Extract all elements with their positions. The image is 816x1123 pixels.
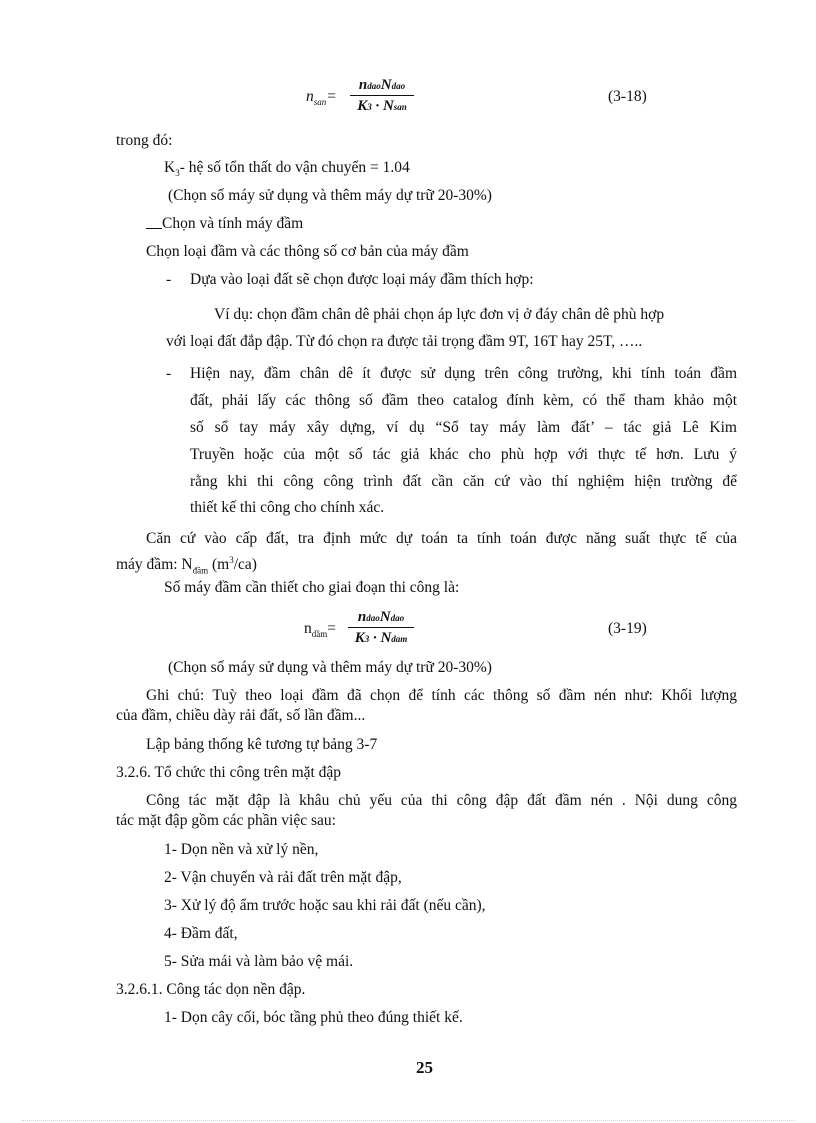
text-cong-tac-2: tác mặt đập gồm các phần việc sau: — [116, 812, 336, 829]
formula-fraction: ndaoNdao K3 · Ndam — [348, 608, 414, 647]
text-can-cu-1: Căn cứ vào cấp đất, tra định mức dự toán ta tính toán được năng suất thực tế của — [146, 530, 737, 547]
bullet-dash-1: - — [166, 271, 172, 288]
section-heading-3-2-6-1: 3.2.6.1. Công tác dọn nền đập. — [116, 981, 306, 998]
formula-lhs: $n_{san}=$ — [306, 88, 337, 108]
text-ghi-chu-1: Ghi chú: Tuỳ theo loại đầm đã chọn để tính các thông số đầm nén như: Khối lượng — [146, 687, 737, 704]
text-chon-so-may-1: (Chọn số máy sử dụng và thêm máy dự trữ 20-30%) — [168, 187, 492, 204]
formula-3-18 — [300, 76, 680, 116]
text-can-cu-2: máy đầm: $N_{đầm}$ $(m^3/ca)$ — [116, 555, 257, 576]
formula-3-19 — [304, 608, 684, 648]
text-bullet-2-line-1: Hiện nay, đầm chân dê ít được sử dụng trên công trường, khi tính toán đầm — [190, 365, 737, 382]
formula-number: (3-18) — [608, 88, 647, 105]
list-item-clearing: 1- Dọn cây cối, bóc tầng phủ theo đúng thiết kế. — [164, 1009, 463, 1026]
text-so-may-dam: Số máy đầm cần thiết cho giai đoạn thi công là: — [164, 579, 460, 596]
text-bullet-2-line-4: Truyền hoặc của một số tác giả khác cho phù hợp với thực tế hơn. Lưu ý — [190, 446, 737, 463]
text-bullet-2-line-2: đất, phải lấy các thông số đầm theo catalog đính kèm, có thể tham khảo một — [190, 392, 737, 409]
formula-number: (3-19) — [608, 620, 647, 637]
list-item-1: 1- Dọn nền và xử lý nền, — [164, 841, 319, 858]
text-vidu-1: Ví dụ: chọn đầm chân dê phải chọn áp lực đơn vị ở đáy chân dê phù hợp — [214, 306, 665, 323]
formula-fraction: ndaoNdao K3 · Nsan — [350, 76, 414, 115]
text-trong-do: trong đó: — [116, 132, 173, 149]
text-bullet-1: Dựa vào loại đất sẽ chọn được loại máy đầm thích hợp: — [190, 271, 534, 288]
text-chon-tinh-may-dam: Chọn và tính máy đầm — [146, 214, 303, 234]
list-item-4: 4- Đầm đất, — [164, 925, 238, 942]
text-bullet-2-line-5: rằng khi thi công công trình đất cần căn cứ vào thí nghiệm hiện trường để — [190, 473, 737, 490]
formula-lhs: $n_{dầm}=$ — [304, 620, 336, 640]
page-bottom-border — [22, 1120, 794, 1121]
text-ghi-chu-2: của đầm, chiều dày rải đất, số lần đầm... — [116, 707, 366, 724]
text-vidu-2: với loại đất đắp đập. Từ đó chọn ra được tải trọng đầm 9T, 16T hay 25T, ….. — [166, 333, 643, 350]
section-heading-3-2-6: 3.2.6. Tổ chức thi công trên mặt đập — [116, 764, 342, 781]
list-item-5: 5- Sửa mái và làm bảo vệ mái. — [164, 953, 354, 970]
text-chon-so-may-2: (Chọn số máy sử dụng và thêm máy dự trữ 20-30%) — [168, 659, 492, 676]
text-bullet-2-line-6: thiết kế thi công cho chính xác. — [190, 499, 385, 516]
bullet-dash-2: - — [166, 365, 172, 382]
page-number: 25 — [416, 1058, 433, 1077]
text-lap-bang: Lập bảng thống kê tương tự bảng 3-7 — [146, 736, 378, 753]
list-item-3: 3- Xử lý độ ẩm trước hoặc sau khi rải đất (nếu cần), — [164, 897, 486, 914]
text-cong-tac-1: Công tác mặt đập là khâu chủ yếu của thi công đập đất đầm nén . Nội dung công — [146, 792, 737, 809]
text-bullet-2-line-3: số sổ tay máy xây dựng, ví dụ “Sổ tay máy làm đất’ – tác giả Lê Kim — [190, 419, 737, 436]
text-chon-loai-dam: Chọn loại đầm và các thông số cơ bản của máy đầm — [146, 243, 469, 260]
text-k3-coefficient: $K_3-$ hệ số tổn thất do vận chuyển = 1.04 — [164, 159, 410, 179]
list-item-2: 2- Vận chuyển và rải đất trên mặt đập, — [164, 869, 402, 886]
